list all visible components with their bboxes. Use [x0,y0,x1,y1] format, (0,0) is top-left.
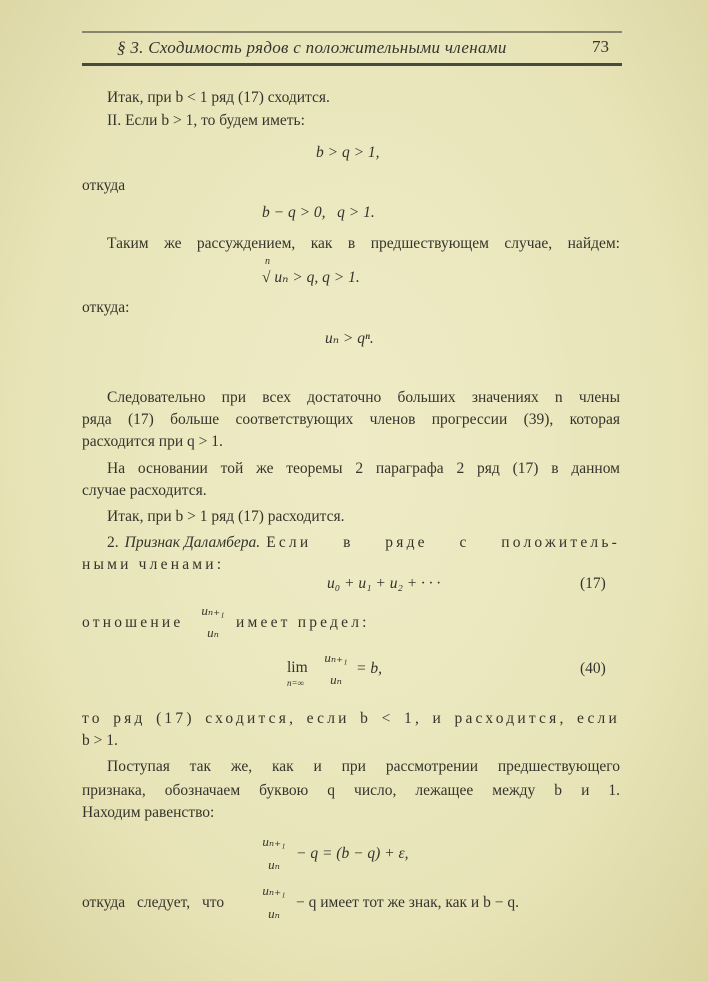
text-line: b > 1. [82,732,118,749]
fraction-numerator: uₙ₊₁ [324,650,348,665]
text-line: Таким же рассуждением, как в предшествующем случае, найдем: [107,235,620,252]
text-line: II. Если b > 1, то будем иметь: [107,112,305,129]
fraction-numerator: uₙ₊₁ [201,603,225,618]
text-line: откуда следует, что [82,894,225,911]
header-rule [82,63,622,66]
fraction-denominator: uₙ [268,857,280,872]
equation-label: (17) [580,575,606,592]
text-line: признака, обозначаем буквою q число, лежащее между b и 1. [82,782,620,799]
text-line: расходится при q > 1. [82,433,223,450]
header-top-rule [82,31,622,33]
text: Если в ряде с положитель- [266,534,620,551]
fraction-denominator: uₙ [268,906,280,921]
equation: uₙ > qⁿ. [325,330,374,347]
text-line: На основании той же теоремы 2 параграфа 2 ряд (17) в данном [107,460,620,477]
root-index: n [265,256,270,267]
lim-symbol: lim [287,659,308,676]
text-line: ными членами: [82,556,225,573]
lim-subscript: n=∞ [287,678,304,688]
header-title: § 3. Сходимость рядов с положительными членами [117,38,507,57]
section-title: Признак Даламбера. [124,534,261,551]
text-line: Поступая так же, как и при рассмотрении предшествующего [107,758,620,775]
equation: u₀ + u₁ + u₂ + · · · [327,575,441,592]
equation: b − q > 0, q > 1. [262,204,375,221]
text-line: откуда: [82,299,130,316]
text-line: случае расходится. [82,482,207,499]
item-number: 2. [107,534,119,551]
text-line: Находим равенство: [82,804,215,821]
equation: = b, [356,660,382,677]
text-line: Итак, при b > 1 ряд (17) расходится. [107,508,345,525]
text-line: − q имеет тот же знак, как и b − q. [296,894,519,911]
text-line: то ряд (17) сходится, если b < 1, и расходится, если [82,710,620,727]
equation: √ uₙ > q, q > 1. [262,269,360,286]
text-line: Следовательно при всех достаточно больших значениях n члены [107,389,620,406]
fraction-numerator: uₙ₊₁ [262,883,286,898]
fraction-numerator: uₙ₊₁ [262,834,286,849]
fraction-denominator: uₙ [330,672,342,687]
fraction-denominator: uₙ [207,625,219,640]
equation-label: (40) [580,660,606,677]
text-line: ряда (17) больше соответствующих членов прогрессии (39), которая [82,411,620,428]
text-line: откуда [82,177,126,194]
page-number: 73 [592,37,609,56]
text-line [107,534,620,552]
text-line: имеет предел: [236,614,370,631]
equation: − q = (b − q) + ε, [296,845,409,862]
text-line: отношение [82,614,184,631]
text-line: Итак, при b < 1 ряд (17) сходится. [107,89,330,106]
equation: b > q > 1, [316,144,380,161]
